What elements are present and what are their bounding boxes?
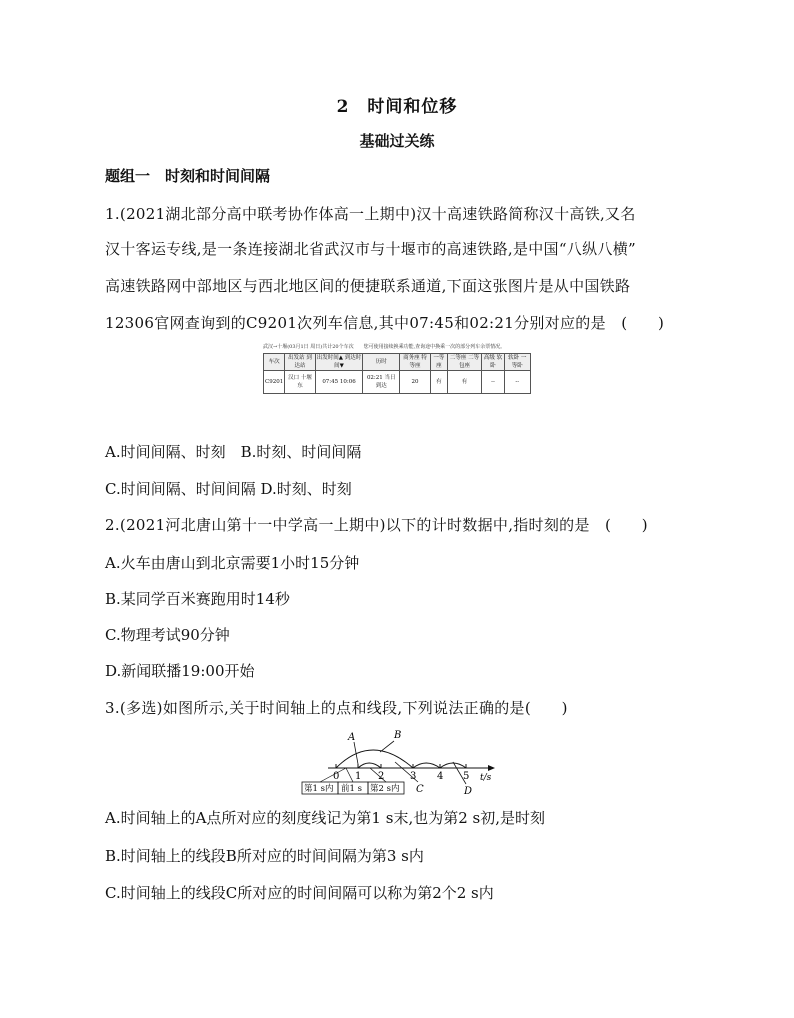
q2-stem: 2.(2021河北唐山第十一中学高一上期中)以下的计时数据中,指时刻的是 ( ) (105, 516, 648, 534)
header-cell: 二等座 二等包座 (447, 354, 482, 371)
table-row (264, 371, 531, 394)
axis-label: t/s (480, 773, 492, 783)
q1-line-4: 12306官网查询到的C9201次列车信息,其中07:45和02:21分别对应的是 ( ) (105, 314, 665, 332)
box-label-1: 第1 s内 (304, 784, 334, 794)
box-label-2: 前1 s (341, 784, 362, 794)
label-b: B (394, 730, 402, 741)
arc-1-2 (358, 763, 381, 768)
high-soft-sleeper-cell: -- (482, 371, 504, 394)
header-cell: 出发时间▲ 到达时间▼ (316, 355, 362, 369)
q2-option-d: D.新闻联播19:00开始 (105, 662, 255, 680)
table-caption: 武汉→十堰(03月1日 周日)共计20个车次 您可使用接续换乘功能,查询途中换乘一次的部分列车余票情况。 (263, 344, 506, 350)
tick-label-4: 4 (437, 771, 444, 782)
arc-3-4 (413, 763, 440, 768)
header-cell: 车次 (264, 354, 285, 371)
box-2-pointer (346, 768, 353, 782)
header-cell: 出发站 到达站 (285, 354, 315, 371)
tick-label-2: 2 (378, 771, 385, 782)
q2-option-c: C.物理考试90分钟 (105, 626, 230, 644)
soft-sleeper-cell: -- (504, 371, 530, 394)
train-info-table (263, 343, 531, 391)
q1-line-3: 高速铁路网中部地区与西北地区间的便捷联系通道,下面这张图片是从中国铁路 (105, 277, 631, 295)
axis-arrow (488, 765, 495, 771)
section-subtitle: 基础过关练 (359, 132, 435, 150)
timeline-figure (298, 726, 498, 798)
header-cell: 历时 (363, 354, 400, 371)
pointer-b (380, 741, 394, 752)
arc-4-5 (440, 763, 466, 768)
business-seat-cell: 20 (400, 371, 431, 394)
header-cell: 商务座 特等座 (400, 354, 431, 371)
times-cell: 07:45 10:06 (315, 371, 363, 394)
q3-stem: 3.(多选)如图所示,关于时间轴上的点和线段,下列说法正确的是( ) (105, 699, 568, 717)
train-table (263, 353, 531, 394)
duration-cell: 02:21 当日到达 (363, 371, 400, 394)
q2-option-b: B.某同学百米赛跑用时14秒 (105, 590, 290, 608)
header-cell: 一等座 (430, 354, 447, 371)
q1-option-cd: C.时间间隔、时间间隔 D.时刻、时刻 (105, 480, 352, 498)
header-cell: 软卧 一等卧 (504, 354, 530, 371)
q1-option-ab: A.时间间隔、时刻 B.时刻、时间间隔 (105, 443, 362, 461)
q1-line-1: 1.(2021湖北部分高中联考协作体高一上期中)汉十高速铁路简称汉十高铁,又名 (105, 205, 636, 223)
q1-line-2: 汉十客运专线,是一条连接湖北省武汉市与十堰市的高速铁路,是中国“八纵八横” (105, 240, 636, 258)
box-label-3: 第2 s内 (370, 784, 400, 794)
stations-cell: 汉口 十堰东 (285, 371, 315, 394)
q3-option-c: C.时间轴上的线段C所对应的时间间隔可以称为第2个2 s内 (105, 884, 494, 902)
page-title: 2 时间和位移 (336, 97, 458, 117)
first-class-cell: 有 (430, 371, 447, 394)
q3-option-b: B.时间轴上的线段B所对应的时间间隔为第3 s内 (105, 847, 424, 865)
header-cell: 高级 软卧 (483, 355, 503, 369)
q2-option-a: A.火车由唐山到北京需要1小时15分钟 (105, 554, 360, 572)
tick-label-1: 1 (355, 771, 362, 782)
arc-0-3 (336, 750, 413, 768)
label-c: C (416, 784, 424, 795)
tick-label-0: 0 (333, 771, 340, 782)
label-d: D (464, 786, 473, 797)
tick-label-5: 5 (463, 771, 470, 782)
q3-option-a: A.时间轴上的A点所对应的刻度线记为第1 s末,也为第2 s初,是时刻 (105, 809, 545, 827)
second-class-cell: 有 (447, 371, 482, 394)
group-heading: 题组一 时刻和时间间隔 (105, 167, 271, 185)
tick-label-3: 3 (410, 771, 417, 782)
label-a: A (348, 732, 356, 743)
train-number-cell: C9201 (264, 371, 285, 394)
table-header-row (264, 354, 531, 371)
